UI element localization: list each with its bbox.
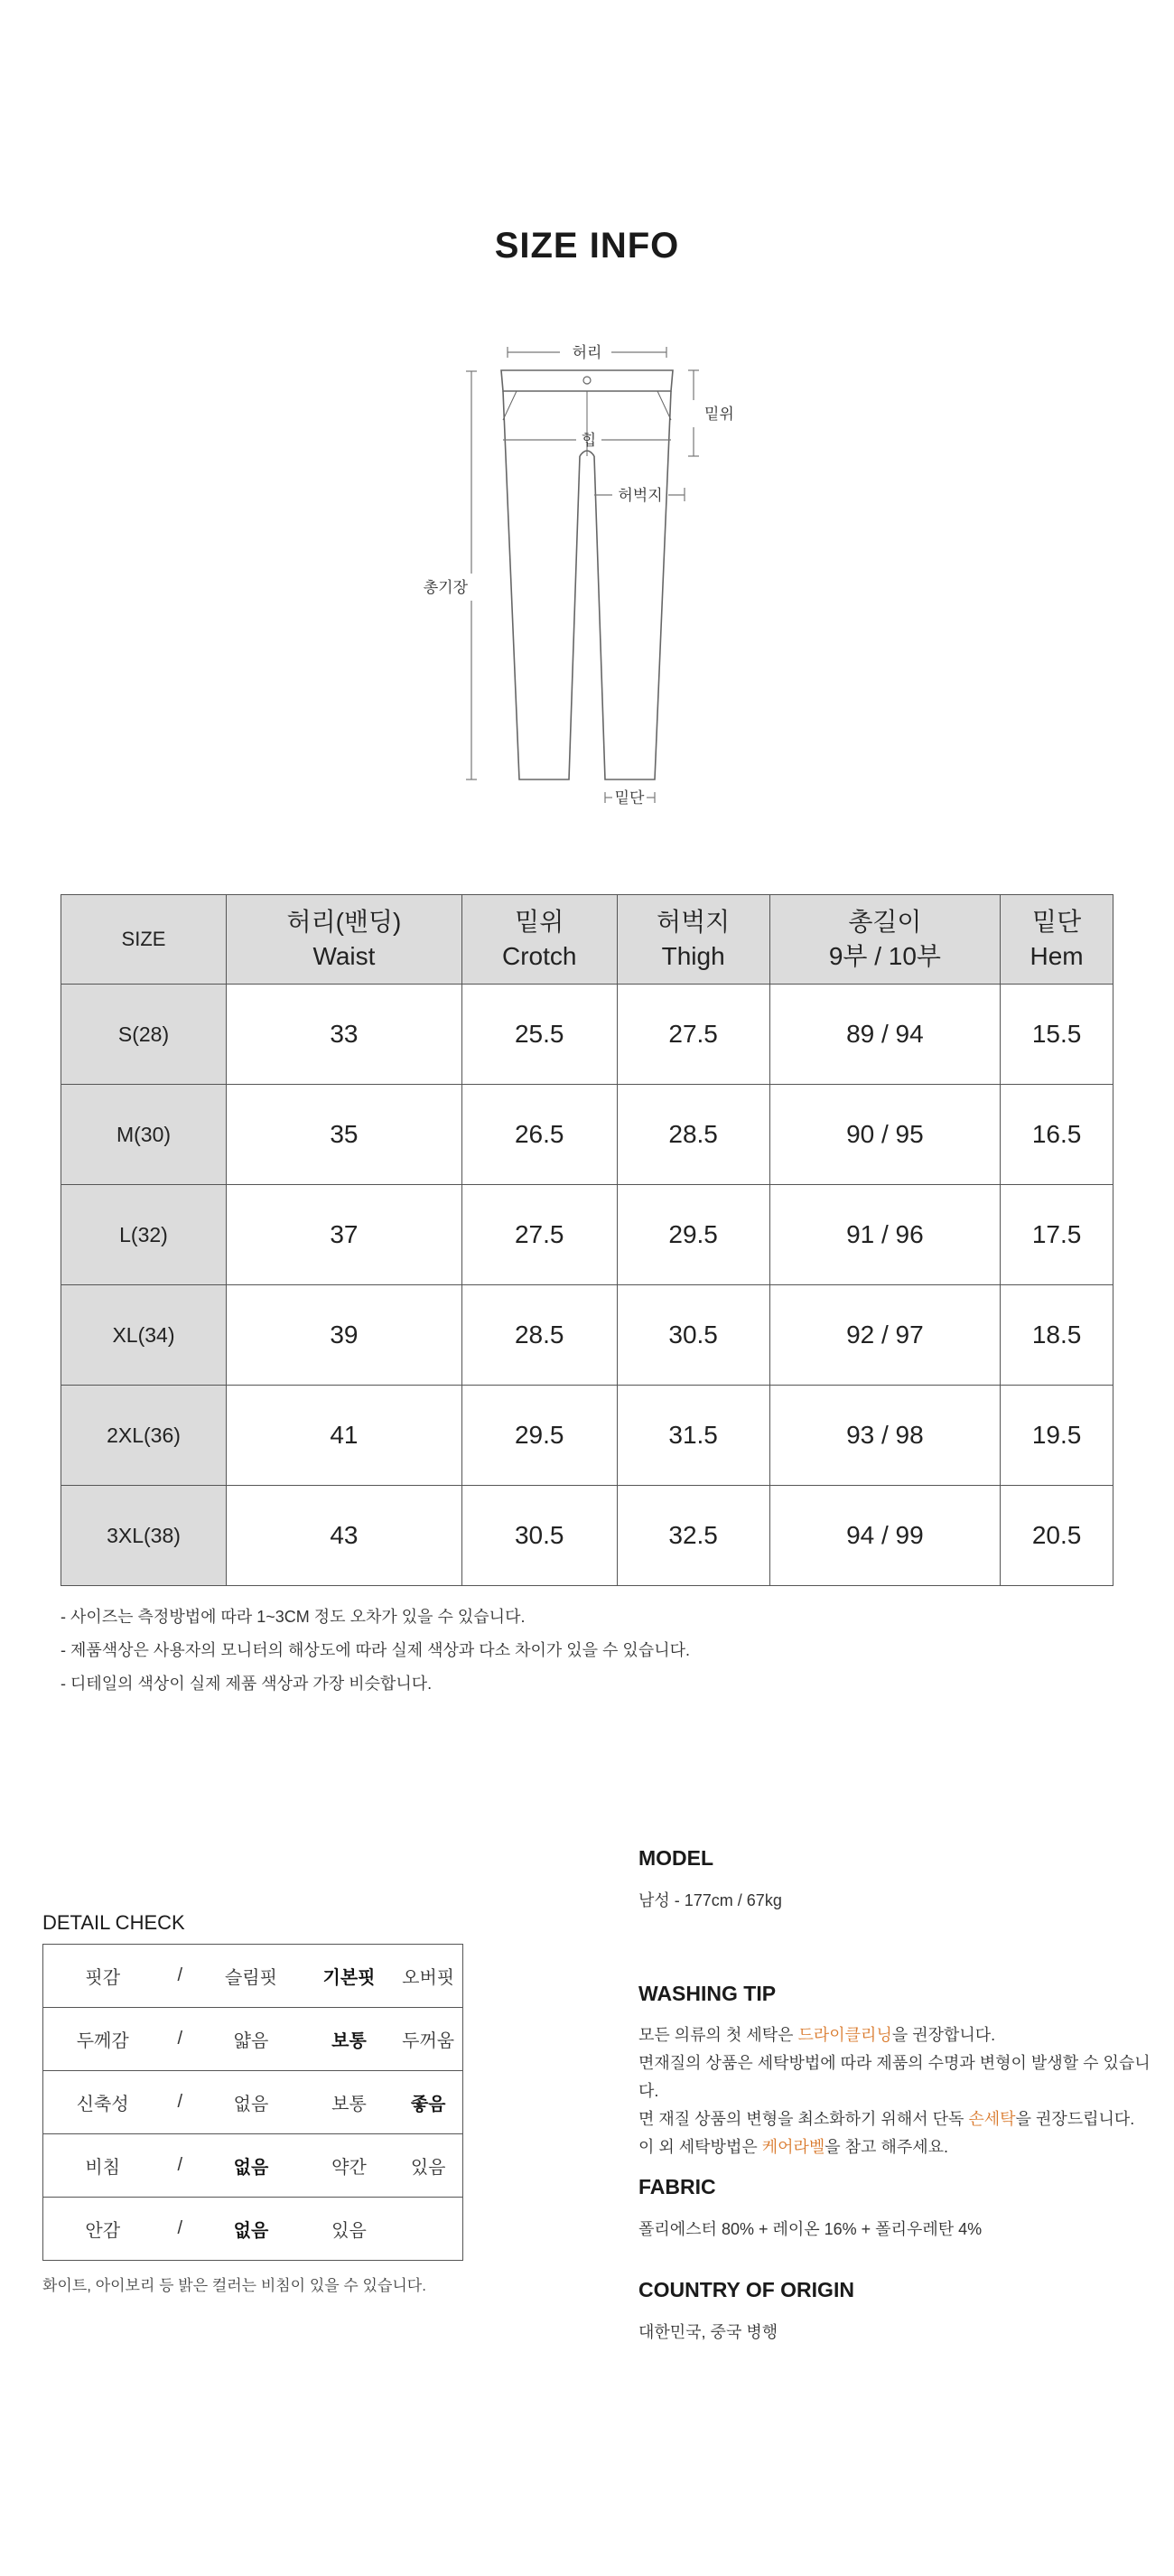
detail-option: 좋음 xyxy=(394,2071,462,2134)
detail-option: 보통 xyxy=(304,2071,395,2134)
washing-line-4: 이 외 세탁방법은 케어라벨을 참고 해주세요. xyxy=(638,2138,948,2156)
detail-option: 두꺼움 xyxy=(394,2008,462,2071)
detail-separator: / xyxy=(162,2071,198,2134)
washing-line-2: 면재질의 상품은 세탁방법에 따라 제품의 수명과 변형이 발생할 수 있습니다. xyxy=(638,2054,1151,2100)
detail-separator: / xyxy=(162,1945,198,2008)
table-row xyxy=(61,985,1113,1085)
model-text: 남성 - 177cm / 67kg xyxy=(638,1891,782,1909)
detail-option: 없음 xyxy=(233,2221,269,2241)
header-waist: 허리(밴딩) Waist xyxy=(227,895,462,985)
cell-size: L(32) xyxy=(61,1185,227,1285)
origin-section xyxy=(638,2278,1162,2347)
header-hem: 밑단 Hem xyxy=(1001,895,1113,985)
cell-thigh: 32.5 xyxy=(617,1486,769,1586)
size-notes xyxy=(61,1601,690,1701)
detail-option: 오버핏 xyxy=(394,1945,462,2008)
cell-waist: 33 xyxy=(227,985,462,1085)
note-line: - 사이즈는 측정방법에 따라 1~3CM 정도 오차가 있을 수 있습니다. xyxy=(61,1608,526,1626)
size-table xyxy=(61,894,1113,1586)
cell-hem: 16.5 xyxy=(1001,1085,1113,1185)
cell-crotch: 25.5 xyxy=(461,985,617,1085)
detail-separator: / xyxy=(162,2134,198,2198)
cell-thigh: 30.5 xyxy=(617,1285,769,1386)
detail-option: 있음 xyxy=(331,2221,367,2241)
fabric-title: FABRIC xyxy=(638,2175,716,2198)
model-section xyxy=(638,1846,1162,1915)
detail-attribute: 비침 xyxy=(43,2134,163,2198)
cell-thigh: 28.5 xyxy=(617,1085,769,1185)
detail-option: 얇음 xyxy=(198,2008,303,2071)
cell-hem: 19.5 xyxy=(1001,1386,1113,1486)
cell-size: 3XL(38) xyxy=(61,1486,227,1586)
note-line: - 제품색상은 사용자의 모니터의 해상도에 따라 실제 색상과 다소 차이가 있을 수 있습니다. xyxy=(61,1641,690,1659)
cell-waist: 35 xyxy=(227,1085,462,1185)
table-row xyxy=(61,1085,1113,1185)
detail-attribute: 안감 xyxy=(85,2221,121,2241)
cell-length: 89 / 94 xyxy=(769,985,1000,1085)
washing-line-1: 모든 의류의 첫 세탁은 드라이클리닝을 권장합니다. xyxy=(638,2026,996,2044)
table-row xyxy=(61,1386,1113,1486)
table-row xyxy=(61,1285,1113,1386)
cell-hem: 18.5 xyxy=(1001,1285,1113,1386)
header-thigh: 허벅지 Thigh xyxy=(617,895,769,985)
origin-text: 대한민국, 중국 병행 xyxy=(638,2323,778,2341)
cell-size: 2XL(36) xyxy=(61,1386,227,1486)
cell-size: XL(34) xyxy=(61,1285,227,1386)
cell-waist: 39 xyxy=(227,1285,462,1386)
thigh-label: 허벅지 xyxy=(618,487,663,505)
washing-title: WASHING TIP xyxy=(638,1982,777,2005)
model-title: MODEL xyxy=(638,1846,714,1870)
washing-section xyxy=(638,1982,1162,2161)
cell-crotch: 27.5 xyxy=(461,1185,617,1285)
hem-label: 밑단 xyxy=(614,789,645,807)
header-crotch: 밑위 Crotch xyxy=(461,895,617,985)
cell-hem: 20.5 xyxy=(1001,1486,1113,1586)
note-line: - 디테일의 색상이 실제 제품 색상과 가장 비슷합니다. xyxy=(61,1675,433,1693)
detail-option xyxy=(394,2198,462,2261)
detail-separator: / xyxy=(162,2008,198,2071)
pants-right-leg xyxy=(594,391,671,779)
cell-size: M(30) xyxy=(61,1085,227,1185)
detail-check-table xyxy=(42,1944,463,2261)
cell-waist: 43 xyxy=(227,1486,462,1586)
detail-check-note: 화이트, 아이보리 등 밝은 컬러는 비침이 있을 수 있습니다. xyxy=(42,2277,426,2294)
detail-row xyxy=(43,1945,463,2008)
pants-button xyxy=(583,377,591,384)
fabric-section xyxy=(638,2175,1162,2244)
size-table-header-row xyxy=(61,895,1113,985)
detail-option: 기본핏 xyxy=(304,1945,395,2008)
hip-label: 힙 xyxy=(581,432,597,450)
detail-attribute: 신축성 xyxy=(43,2071,163,2134)
detail-option: 없음 xyxy=(198,2071,303,2134)
cell-waist: 37 xyxy=(227,1185,462,1285)
table-row xyxy=(61,1185,1113,1285)
washing-line-3: 면 재질 상품의 변형을 최소화하기 위해서 단독 손세탁을 권장드립니다. xyxy=(638,2110,1135,2128)
detail-option: 보통 xyxy=(304,2008,395,2071)
cell-size: S(28) xyxy=(61,985,227,1085)
detail-option: 슬림핏 xyxy=(198,1945,303,2008)
cell-hem: 17.5 xyxy=(1001,1185,1113,1285)
cell-thigh: 27.5 xyxy=(617,985,769,1085)
waist-label: 허리 xyxy=(572,344,602,362)
cell-length: 94 / 99 xyxy=(769,1486,1000,1586)
pants-left-leg xyxy=(503,391,580,779)
cell-length: 93 / 98 xyxy=(769,1386,1000,1486)
detail-option: 약간 xyxy=(304,2134,395,2198)
washing-highlight: 드라이클리닝 xyxy=(797,2026,892,2044)
detail-row xyxy=(43,2198,463,2261)
cell-crotch: 30.5 xyxy=(461,1486,617,1586)
washing-highlight: 손세탁 xyxy=(968,2110,1016,2128)
table-row xyxy=(61,1486,1113,1586)
pants-measurement-diagram xyxy=(415,330,741,817)
cell-length: 91 / 96 xyxy=(769,1185,1000,1285)
detail-attribute: 두께감 xyxy=(43,2008,163,2071)
detail-row xyxy=(43,2008,463,2071)
pants-waistband xyxy=(501,370,673,391)
detail-option: 없음 xyxy=(198,2134,303,2198)
cell-length: 92 / 97 xyxy=(769,1285,1000,1386)
origin-title: COUNTRY OF ORIGIN xyxy=(638,2278,854,2301)
cell-crotch: 26.5 xyxy=(461,1085,617,1185)
detail-row xyxy=(43,2134,463,2198)
detail-option: 있음 xyxy=(394,2134,462,2198)
header-length: 총길이 9부 / 10부 xyxy=(769,895,1000,985)
detail-separator: / xyxy=(177,2218,183,2238)
detail-attribute: 핏감 xyxy=(43,1945,163,2008)
cell-crotch: 28.5 xyxy=(461,1285,617,1386)
header-size: SIZE xyxy=(61,895,227,985)
cell-length: 90 / 95 xyxy=(769,1085,1000,1185)
cell-thigh: 31.5 xyxy=(617,1386,769,1486)
cell-waist: 41 xyxy=(227,1386,462,1486)
detail-check-title: DETAIL CHECK xyxy=(42,1911,185,1934)
cell-thigh: 29.5 xyxy=(617,1185,769,1285)
cell-hem: 15.5 xyxy=(1001,985,1113,1085)
length-label: 총기장 xyxy=(423,579,468,597)
rise-label: 밑위 xyxy=(704,406,734,424)
detail-row xyxy=(43,2071,463,2134)
fabric-text: 폴리에스터 80% + 레이온 16% + 폴리우레탄 4% xyxy=(638,2220,983,2238)
cell-crotch: 29.5 xyxy=(461,1386,617,1486)
washing-highlight: 케어라벨 xyxy=(761,2138,825,2156)
page-title: SIZE INFO xyxy=(494,226,680,266)
